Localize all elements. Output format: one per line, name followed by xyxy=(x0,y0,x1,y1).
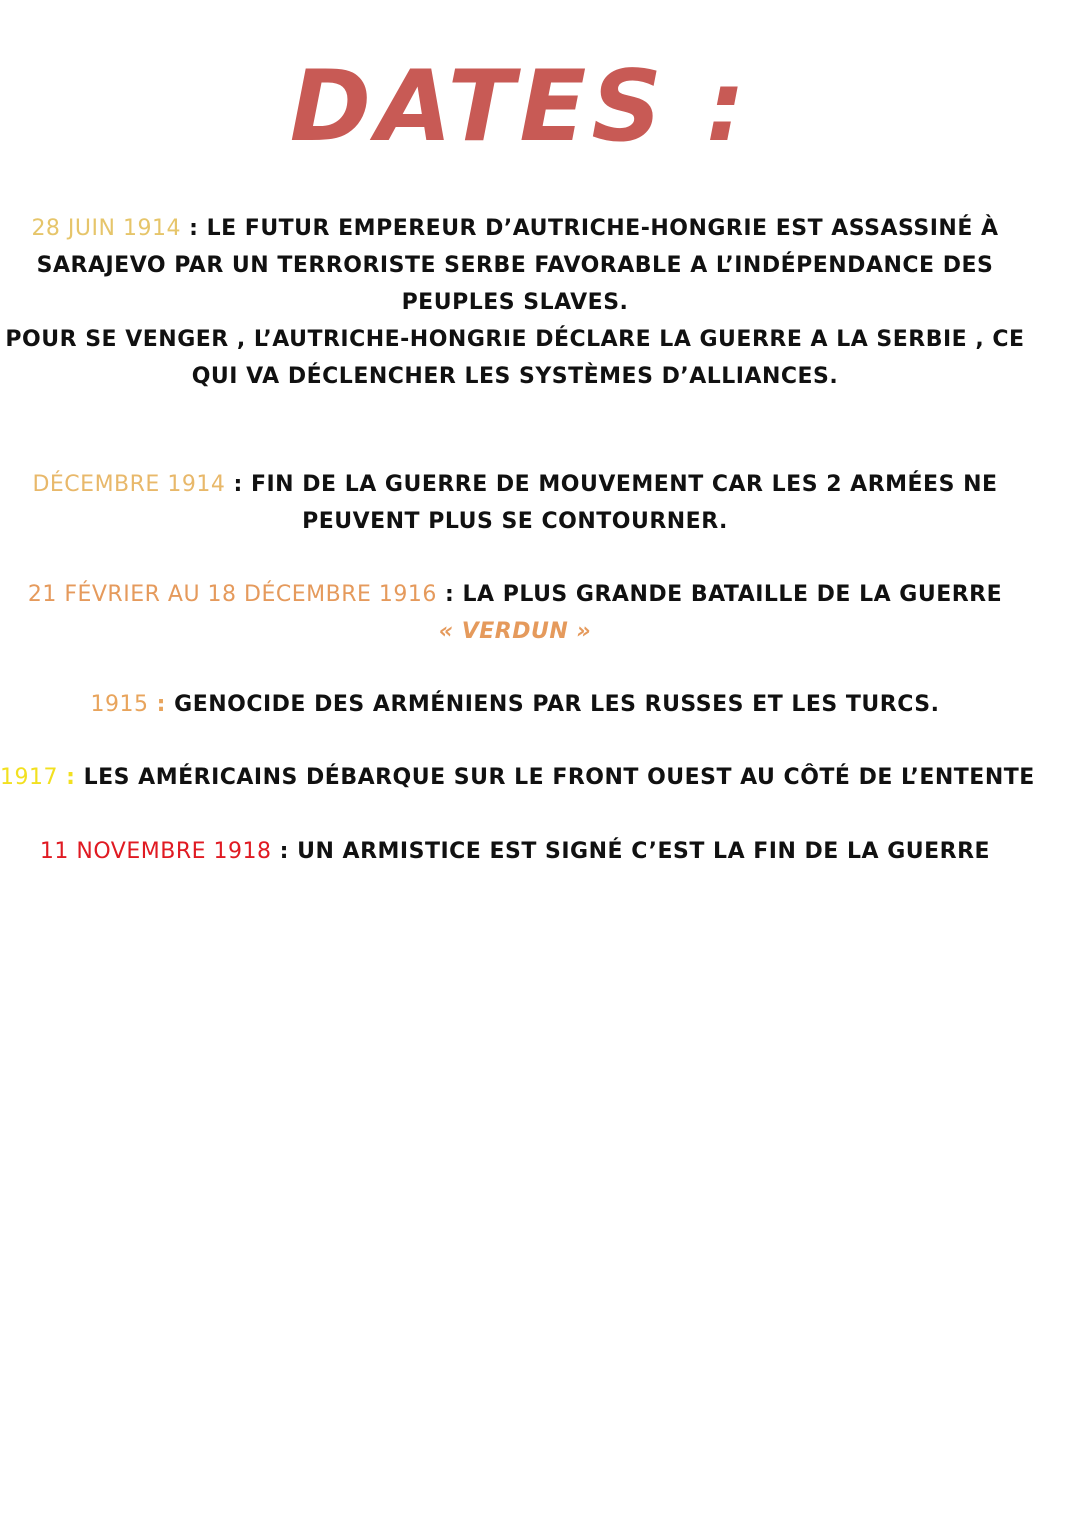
entry-separator: : xyxy=(225,472,251,497)
entry-line: SARAJEVO PAR UN TERRORISTE SERBE FAVORABLE A L’INDÉPENDANCE DES xyxy=(36,253,994,278)
entry-date: 21 FÉVRIER AU 18 DÉCEMBRE 1916 xyxy=(27,582,437,607)
entry-date: DÉCEMBRE 1914 xyxy=(32,472,226,497)
entry-text: UN ARMISTICE EST SIGNÉ C’EST LA FIN DE LA GUERRE xyxy=(297,839,991,864)
entry-text: LA PLUS GRANDE BATAILLE DE LA GUERRE xyxy=(462,582,1003,607)
page-title: DATES : xyxy=(289,50,751,164)
entry-separator: : xyxy=(436,582,463,607)
entry-line: PEUVENT PLUS SE CONTOURNER. xyxy=(302,509,728,534)
timeline-entry-1914-june xyxy=(0,210,1030,395)
entry-separator: : xyxy=(180,216,207,241)
entry-line xyxy=(0,833,1030,870)
entry-line: POUR SE VENGER , L’AUTRICHE-HONGRIE DÉCLARE LA GUERRE A LA SERBIE , CE xyxy=(5,327,1025,352)
entry-separator: : xyxy=(271,839,298,864)
entry-text: GENOCIDE DES ARMÉNIENS PAR LES RUSSES ET LES TURCS. xyxy=(174,692,940,717)
entry-text: LE FUTUR EMPEREUR D’AUTRICHE-HONGRIE EST ASSASSINÉ À xyxy=(206,216,999,241)
entry-separator: : xyxy=(148,692,175,717)
entry-line: PEUPLES SLAVES. xyxy=(401,290,629,315)
entry-date: 1917 xyxy=(0,765,58,790)
timeline-entry-1917 xyxy=(0,759,1035,796)
entry-date: 11 NOVEMBRE 1918 xyxy=(39,839,272,864)
entry-date: 28 JUIN 1914 xyxy=(31,216,181,241)
timeline-entry-1916-verdun xyxy=(0,576,1030,650)
entry-line xyxy=(0,466,1030,503)
entry-highlight: « VERDUN » xyxy=(438,619,592,644)
timeline-entry-1918 xyxy=(0,833,1030,870)
entry-text: FIN DE LA GUERRE DE MOUVEMENT CAR LES 2 ARMÉES NE xyxy=(250,472,998,497)
timeline-entry-1914-december xyxy=(0,466,1030,540)
entry-line xyxy=(0,759,1035,796)
entry-line xyxy=(0,576,1030,613)
entry-separator: : xyxy=(58,765,84,790)
entry-text: LES AMÉRICAINS DÉBARQUE SUR LE FRONT OUEST AU CÔTÉ DE L’ENTENTE xyxy=(83,765,1035,790)
entry-date: 1915 xyxy=(90,692,149,717)
timeline-entry-1915 xyxy=(0,686,1030,723)
entry-line: QUI VA DÉCLENCHER LES SYSTÈMES D’ALLIANCES. xyxy=(191,364,839,389)
entry-line xyxy=(0,686,1030,723)
entry-line xyxy=(0,210,1030,247)
